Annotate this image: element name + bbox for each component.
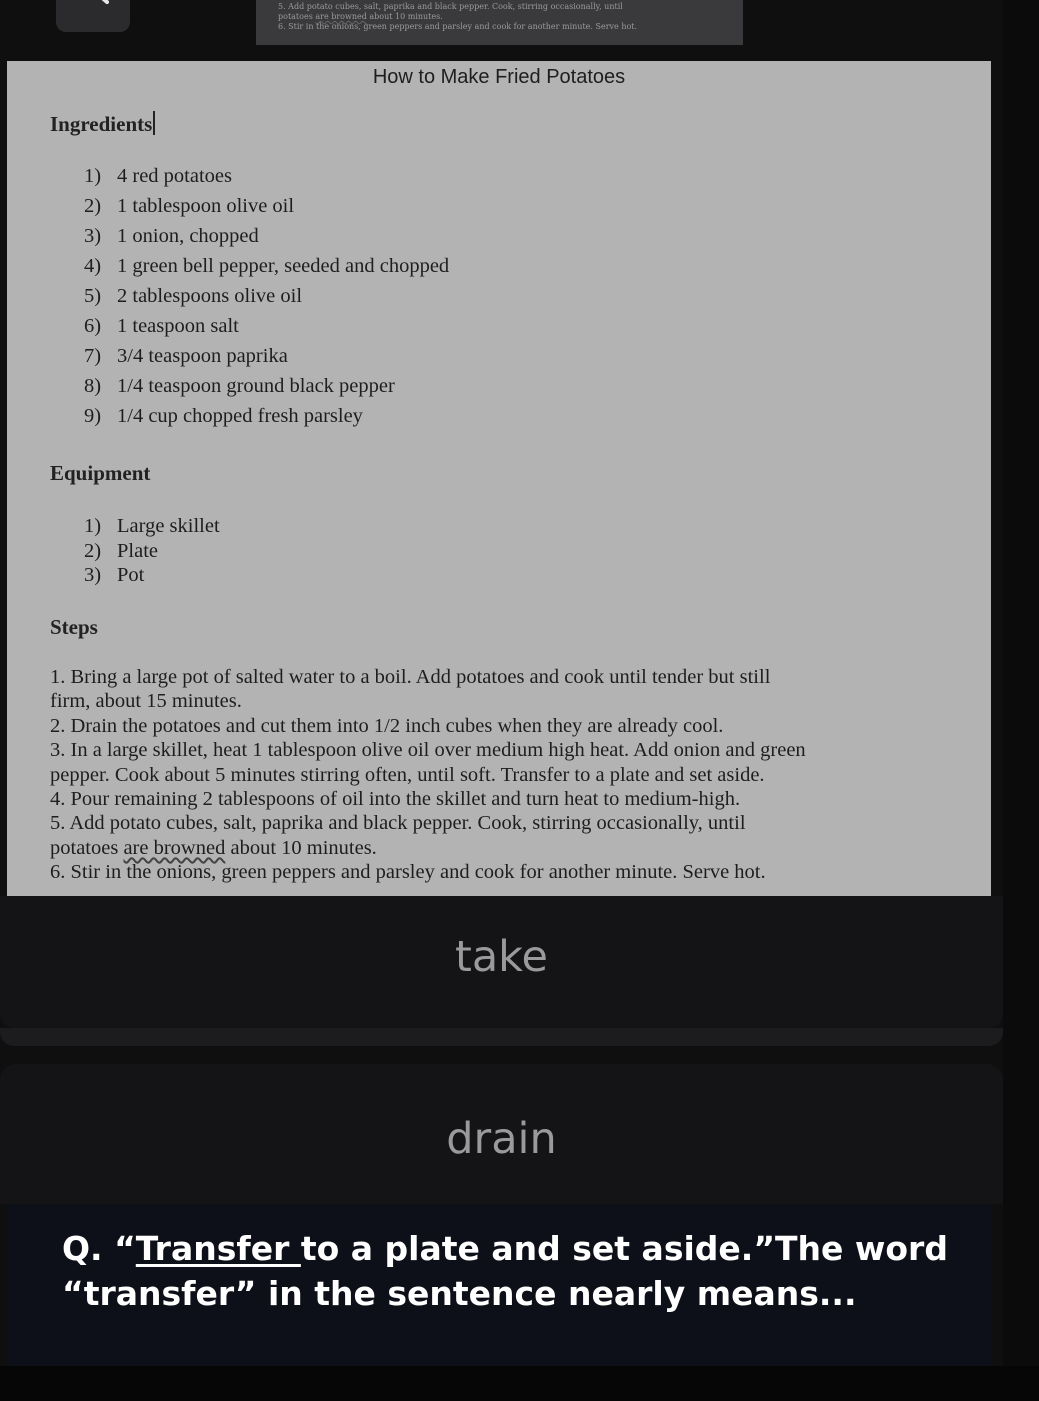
ingredients-heading: Ingredients [50,111,155,137]
list-item: 3) Pot [84,564,145,586]
list-item: 5) 2 tablespoons olive oil [84,285,303,307]
previous-question-snippet [256,0,743,45]
step-line: 2. Drain the potatoes and cut them into 1/2 inch cubes when they are already cool. [50,714,724,737]
step-line: 4. Pour remaining 2 tablespoons of oil into the skillet and turn heat to medium-high. [50,788,741,811]
question-panel [8,1204,992,1366]
recipe-document [7,61,991,896]
question-underlined-word: Transfer [135,1229,301,1268]
answer-option-drain[interactable] [0,1064,1003,1204]
spellcheck-underline: are browned [123,836,226,859]
list-item: 2) Plate [84,539,158,562]
snippet-text: potatoes [278,12,313,21]
answer-option-label: drain [446,1114,557,1164]
snippet-line: 5. Add potato cubes, salt, paprika and black pepper. Cook, stirring occasionally, until [278,2,623,11]
equipment-heading: Equipment [50,461,151,485]
list-item: 3) 1 onion, chopped [84,225,259,247]
snippet-line [278,12,743,22]
bottom-bar [0,1366,1039,1401]
steps-text [50,665,950,885]
snippet-text: about 10 minutes. [369,12,443,21]
text-cursor [153,111,155,135]
list-item: 7) 3/4 teaspoon paprika [84,345,288,367]
list-item: 2) 1 tablespoon olive oil [84,195,295,217]
search-button[interactable] [56,0,130,32]
list-item: 1) Large skillet [84,515,220,537]
equipment-list [84,514,220,588]
question-text: Q. “Transfer to a plate and set aside.”The word “transfer” in the sentence nearly means... [62,1229,948,1313]
answer-option-take[interactable] [0,896,1003,1028]
answer-option-label: take [454,932,549,982]
list-item: 8) 1/4 teaspoon ground black pepper [84,375,395,397]
snippet-line: 6. Stir in the onions, green peppers and parsley and cook for another minute. Serve hot. [278,22,638,31]
ingredients-list [84,161,449,431]
step-line: pepper. Cook about 5 minutes stirring often, until soft. Transfer to a plate and set aside. [50,763,765,786]
steps-heading: Steps [50,615,98,639]
step-line: 3. In a large skillet, heat 1 tablespoon olive oil over medium high heat. Add onion and green [50,739,806,762]
document-title: How to Make Fried Potatoes [372,66,626,88]
step-line: potatoes are browned about 10 minutes. [50,836,377,859]
list-item: 6) 1 teaspoon salt [84,315,239,337]
list-item: 4) 1 green bell pepper, seeded and chopped [84,255,450,277]
snippet-underlined: are browned [315,12,367,21]
step-line: 6. Stir in the onions, green peppers and parsley and cook for another minute. Serve hot. [50,861,766,884]
search-icon [74,0,114,8]
answer-card-shadow [0,1028,1003,1046]
page-edge [1003,0,1039,1366]
step-line: 5. Add potato cubes, salt, paprika and black pepper. Cook, stirring occasionally, until [50,812,746,835]
list-item: 1) 4 red potatoes [84,165,232,187]
list-item: 9) 1/4 cup chopped fresh parsley [84,405,363,427]
step-line: 1. Bring a large pot of salted water to a boil. Add potatoes and cook until tender but still [50,666,771,688]
step-line: firm, about 15 minutes. [50,690,242,713]
